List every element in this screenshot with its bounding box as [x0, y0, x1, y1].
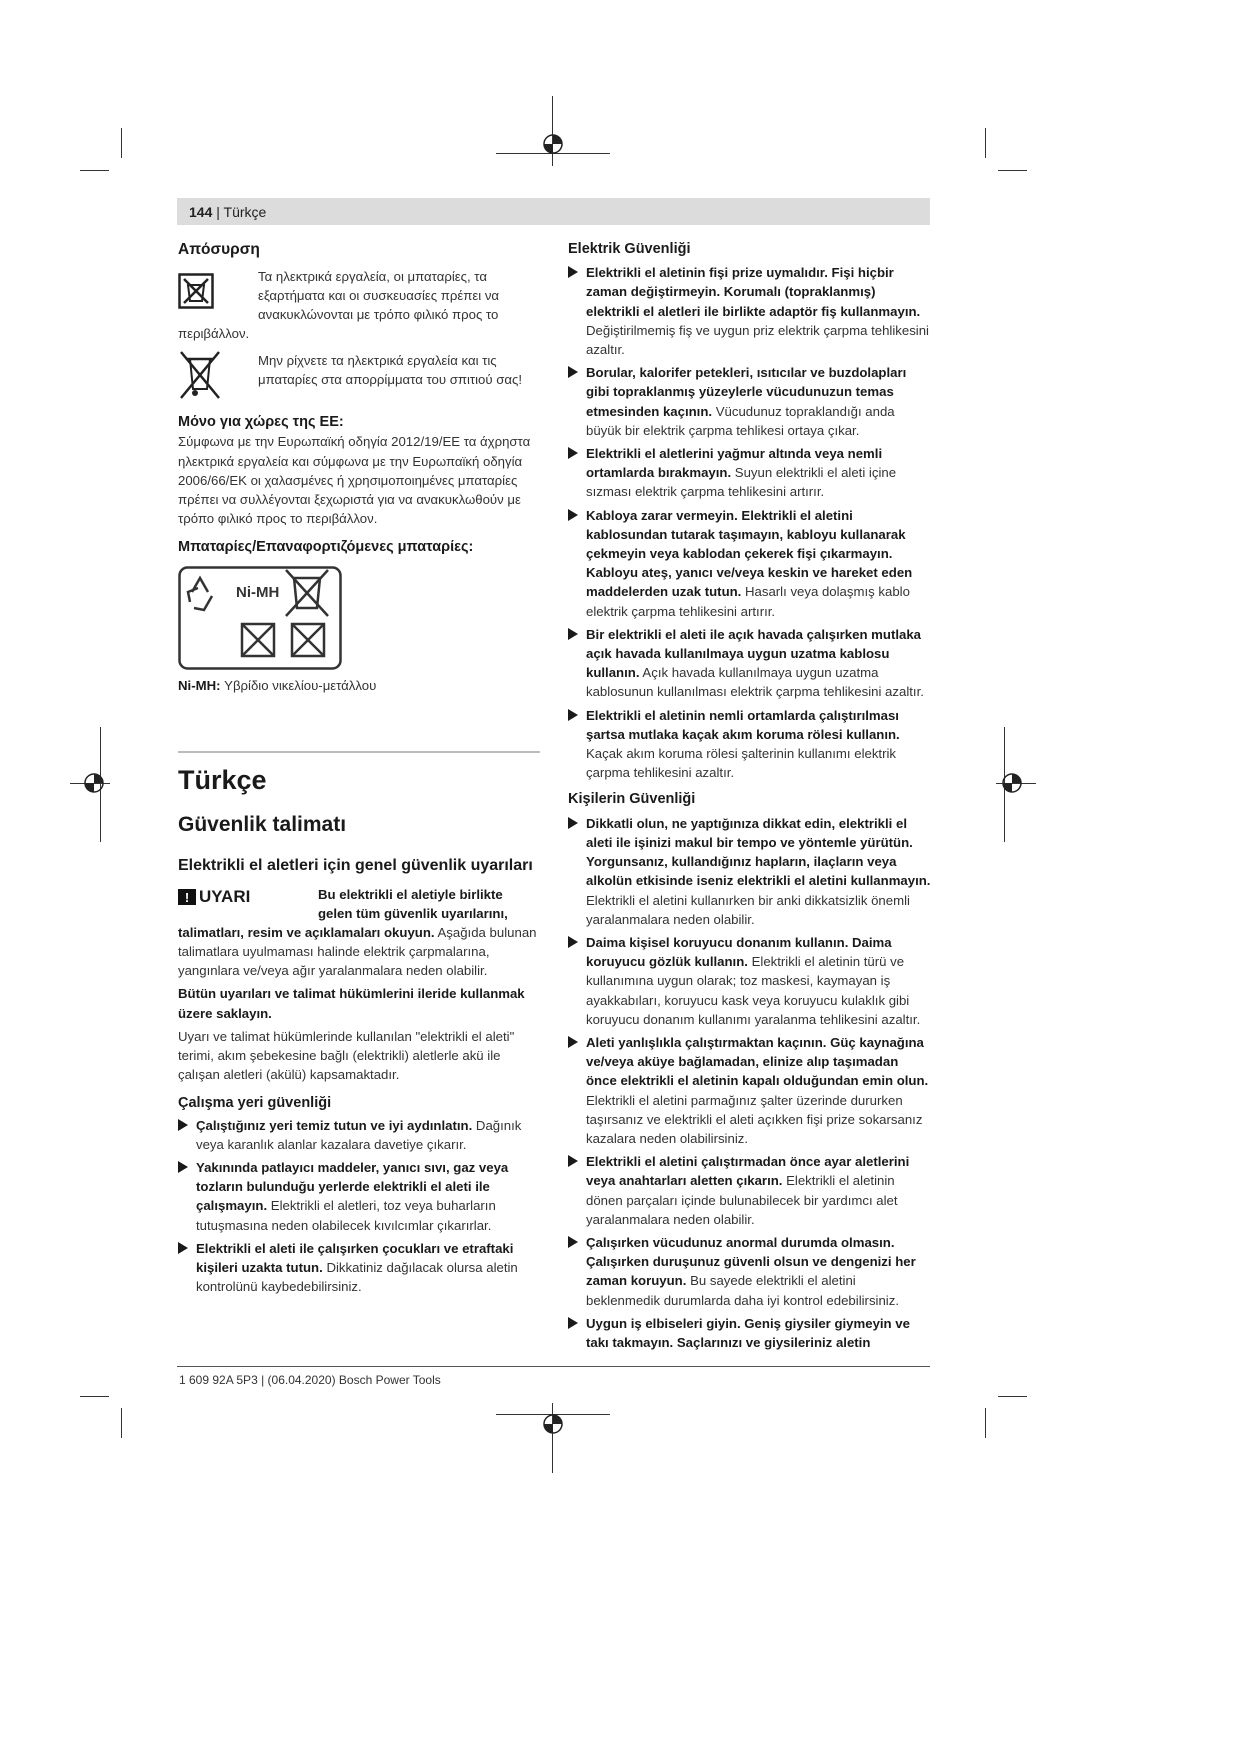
warning-bold-line: gelen tüm güvenlik uyarılarını, [318, 905, 508, 921]
item-text: Dağınık veya karanlık alanlar kazalara davetiye çıkarır. [196, 1117, 522, 1152]
item-text: Değiştirilmemiş fiş ve uygun priz elektrik çarpma tehlikesini azaltır. [586, 322, 929, 358]
language-title: Türkçe [178, 764, 267, 795]
item-bold: Uygun iş elbiseleri giyin. Geniş giysiler giymeyin ve takı takmayın. Saçlarınızı ve giysileriniz aletin [586, 1315, 910, 1350]
item-text: Elektrikli el aletini parmağınız şalter üzerinde dururken taşırsanız ve elektrikli el aleti açıkken fişi prize sokarsanız kazalara neden olabilirsiniz. [586, 1092, 923, 1146]
disposal-block-2 [178, 347, 540, 411]
bullet-triangle-icon [568, 817, 578, 829]
item-bold: Çalıştığınız yeri temiz tutun ve iyi aydınlatın. [196, 1117, 473, 1133]
bullet-triangle-icon [178, 1161, 188, 1173]
disposal-text-line: μπαταρίες στα απορρίμματα του σπιτιού σας! [258, 372, 523, 388]
bullet-triangle-icon [568, 509, 578, 521]
list-item [568, 1033, 932, 1148]
crop-mark [998, 170, 1027, 171]
bullet-triangle-icon [568, 266, 578, 278]
item-bold: Bir elektrikli el aleti ile açık havada çalışırken mutlaka açık havada kullanılmaya uygun uzatma kablosu kullanın. [586, 626, 921, 681]
crop-mark [998, 1396, 1027, 1397]
item-bold: Elektrikli el aletinin fişi prize uymalıdır. Fişi hiçbir zaman değiştirmeyin. Korumalı (topraklanmış) elektrikli el aletleri ile birlikte adaptör fiş kullanmayın. [586, 265, 921, 319]
disposal-text-line: Μην ρίχνετε τα ηλεκτρικά εργαλεία και τις [258, 353, 497, 369]
disposal-title: Απόσυρση [178, 241, 260, 258]
registration-target-icon [542, 133, 564, 155]
crop-mark [552, 96, 553, 166]
term-definition: Uyarı ve talimat hükümlerinde kullanılan "elektrikli el aleti" terimi, akım şebekesine bağlı (elektrikli) aletlerle akü ile çalışan aletleri (akülü) kapsamaktadır. [178, 1028, 515, 1083]
crop-mark [121, 128, 122, 158]
item-bold: Borular, kalorifer petekleri, ısıtıcılar ve buzdolapları gibi topraklanmış yüzeylerle vücudunuzun temas etmesinden kaçının. [586, 365, 907, 419]
crop-mark [985, 1408, 986, 1438]
work-area-title: Çalışma yeri güvenliği [178, 1095, 332, 1112]
registration-target-icon [83, 772, 105, 794]
disposal-text-line: Τα ηλεκτρικά εργαλεία, οι μπαταρίες, τα [258, 269, 487, 285]
ni-mh-label: Ni-MH: [178, 677, 221, 693]
bullet-triangle-icon [568, 447, 578, 459]
ni-mh-logo: Ni-MH [236, 583, 280, 601]
registration-target-icon [1001, 772, 1023, 794]
warning-text-body: Aşağıda bulunan talimatlara uyulmaması halinde elektrik çarpmalarına, yangınlara ve/veya ağır yaralanmalara neden olabilir. [178, 924, 537, 979]
crossed-wheelie-bin-icon [178, 349, 222, 401]
item-bold: Elektrikli el aleti ile çalışırken çocukları ve etraftaki kişileri uzakta tutun. [196, 1240, 514, 1276]
item-bold: Daima kişisel koruyucu donanım kullanın. Daima koruyucu gözlük kullanın. [586, 934, 892, 970]
crop-mark [80, 170, 109, 171]
section-rule [178, 751, 540, 753]
general-warnings-title: Elektrikli el aletleri için genel güvenlik uyarıları [178, 856, 533, 874]
safety-title: Güvenlik talimatı [178, 812, 347, 836]
warning-bold-line: Bu elektrikli el aletiyle birlikte [318, 886, 503, 902]
page-number: 144 [189, 204, 213, 220]
bullet-triangle-icon [178, 1119, 188, 1131]
header-separator: | [212, 204, 224, 220]
bullet-triangle-icon [568, 1036, 578, 1048]
page-header [189, 204, 266, 220]
list-item [178, 1116, 540, 1154]
item-text: Elektrikli el aletinin türü ve kullanımına uygun olarak; toz maskesi, kaymayan iş ayakkabıları, koruyucu kask veya koruyucu kulaklık gibi koruyucu donanım kullanımı yaralanma tehlikesini azaltır. [586, 954, 921, 1027]
battery-symbols-icon [178, 566, 342, 670]
warning-label: UYARI [199, 886, 251, 906]
item-text: Dikkatiniz dağılacak olursa aletin kontrolünü kaybedebilirsiniz. [196, 1260, 518, 1295]
item-bold: Kabloya zarar vermeyin. Elektrikli el aletini kablosundan tutarak taşımayın, kabloyu kullanarak çekmeyin veya kablodan çekerek fişi çıkarmayın. Kabloyu ateş, yanıcı ve/veya keskin ve hareket eden maddelerden uzak tutun. [586, 507, 913, 600]
list-item [178, 1158, 540, 1235]
electrical-safety-title: Elektrik Güvenliği [568, 241, 691, 257]
bullet-triangle-icon [568, 628, 578, 640]
item-text: Elektrikli el aletleri, toz veya buharların tutuşmasına neden olabilecek kıvılcımlar çıkarırlar. [196, 1198, 496, 1233]
list-item [568, 1233, 932, 1310]
crop-mark [121, 1408, 122, 1438]
item-bold: Aleti yanlışlıkla çalıştırmaktan kaçının. Güç kaynağına ve/veya aküye bağlamadan, elinize alıp taşımadan önce elektrikli el aletinin kapalı olduğundan emin olun. [586, 1034, 929, 1089]
list-item [568, 625, 932, 702]
item-text: Açık havada kullanılmaya uygun uzatma kablosunun kullanılması elektrik çarpma tehlikesini azaltır. [586, 665, 924, 700]
list-item [568, 506, 932, 621]
footer-rule [177, 1366, 930, 1367]
bullet-triangle-icon [568, 709, 578, 721]
item-text: Hasarlı veya dolaşmış kablo elektrik çarpma tehlikesini artırır. [586, 584, 910, 619]
crossed-bin-icon [286, 570, 328, 616]
item-bold: Elektrikli el aletlerini yağmur altında veya nemli ortamlarda bırakmayın. [586, 446, 883, 481]
list-item [178, 1239, 540, 1297]
list-item [568, 706, 932, 783]
recycle-crossed-box-icon [178, 273, 214, 309]
disposal-text-line: εξαρτήματα και οι συσκευασίες πρέπει να [258, 288, 500, 304]
eu-title: Μόνο για χώρες της ΕΕ: [178, 414, 344, 431]
item-text: Elektrikli el aletini kullanırken bir anki dikkatsizlik önemli yaralanmalara neden olabilir. [586, 892, 910, 927]
warning-text [178, 923, 540, 981]
crossed-box-icon [242, 624, 324, 656]
crop-mark [80, 1396, 109, 1397]
eu-text: Σύμφωνα με την Ευρωπαϊκή οδηγία 2012/19/ΕΕ τα άχρηστα ηλεκτρικά εργαλεία και σύμφωνα με την Ευρωπαϊκή οδηγία 2006/66/ΕΚ οι χαλασμένες ή χρησιμοποιημένες μπαταρίες πρέπει να συλλέγονται ξεχωριστά για να ανακυκλωθούν με τρόπο φιλικό προς το περιβάλλον. [178, 434, 531, 527]
header-language: Türkçe [223, 204, 267, 220]
warning-bold-line: talimatları, resim ve açıklamaları okuyun. [178, 924, 435, 940]
registration-target-icon [542, 1413, 564, 1435]
item-text: Suyun elektrikli el aleti içine sızması elektrik çarpma tehlikesini artırır. [586, 465, 897, 500]
batteries-title: Μπαταρίες/Επαναφορτιζόμενες μπαταρίες: [178, 539, 474, 556]
bullet-triangle-icon [568, 1236, 578, 1248]
item-text: Elektrikli el aletinin dönen parçaları içinde bulunabilecek bir yardımcı alet yaralanmalara neden olabilir. [586, 1173, 898, 1227]
ni-mh-text: Υβρίδιο νικελίου-μετάλλου [220, 677, 377, 693]
list-item [568, 933, 932, 1029]
warning-block [178, 885, 540, 923]
right-column [568, 240, 932, 1356]
item-bold: Elektrikli el aletini çalıştırmadan önce ayar aletlerini veya anahtarları aletten çıkarın. [586, 1154, 910, 1189]
list-item [568, 263, 932, 359]
crop-mark [985, 128, 986, 158]
item-bold: Dikkatli olun, ne yaptığınıza dikkat edin, elektrikli el aleti ile işinizi makul bir tempo ve yöntemle yürütün. Yorgunsanız, kullandığınız hapların, ilaçların veya alkolün etkisinde iseniz elektrikli el aletini kullanmayın. [586, 815, 931, 889]
item-bold: Çalışırken vücudunuz anormal durumda olmasın. Çalışırken duruşunuz güvenli olsun ve dengenizi her zaman koruyun. [586, 1234, 916, 1289]
list-item [568, 363, 932, 440]
left-column [178, 240, 540, 1300]
item-text: Bu sayede elektrikli el aletini beklenmedik durumlarda daha iyi kontrol edebilirsiniz. [586, 1273, 899, 1308]
recycle-icon [188, 578, 212, 610]
warning-triangle-icon: ! [178, 889, 196, 905]
keep-instructions: Bütün uyarıları ve talimat hükümlerini ileride kullanmak üzere saklayın. [178, 986, 525, 1021]
bullet-triangle-icon [568, 1317, 578, 1329]
page-footer: 1 609 92A 5P3 | (06.04.2020) Bosch Power Tools [179, 1373, 441, 1387]
item-bold: Elektrikli el aletinin nemli ortamlarda çalıştırılması şartsa mutlaka kaçak akım koruma rölesi kullanın. [586, 707, 900, 742]
personal-safety-title: Kişilerin Güvenliği [568, 791, 696, 808]
item-bold: Yakınında patlayıcı maddeler, yanıcı sıvı, gaz veya tozların bulunduğu yerlerde elektrikli el aleti ile çalışmayın. [196, 1160, 509, 1214]
list-item [568, 1152, 932, 1229]
list-item [568, 444, 932, 502]
item-text: Kaçak akım koruma rölesi şalterinin kullanımı elektrik çarpma tehlikesini azaltır. [586, 746, 897, 781]
bullet-triangle-icon [568, 936, 578, 948]
bullet-triangle-icon [568, 1155, 578, 1167]
list-item [568, 814, 932, 929]
disposal-text-line: περιβάλλον. [178, 326, 250, 342]
disposal-text-line: ανακυκλώνονται με τρόπο φιλικό προς το [258, 307, 499, 323]
page-header-bar [177, 198, 930, 225]
bullet-triangle-icon [178, 1242, 188, 1254]
ni-mh-definition [178, 676, 540, 695]
item-text: Vücudunuz topraklandığı anda büyük bir elektrik çarpma tehlikesi ortaya çıkar. [586, 403, 895, 438]
list-item [568, 1314, 932, 1352]
disposal-block-1 [178, 267, 540, 343]
bullet-triangle-icon [568, 366, 578, 378]
